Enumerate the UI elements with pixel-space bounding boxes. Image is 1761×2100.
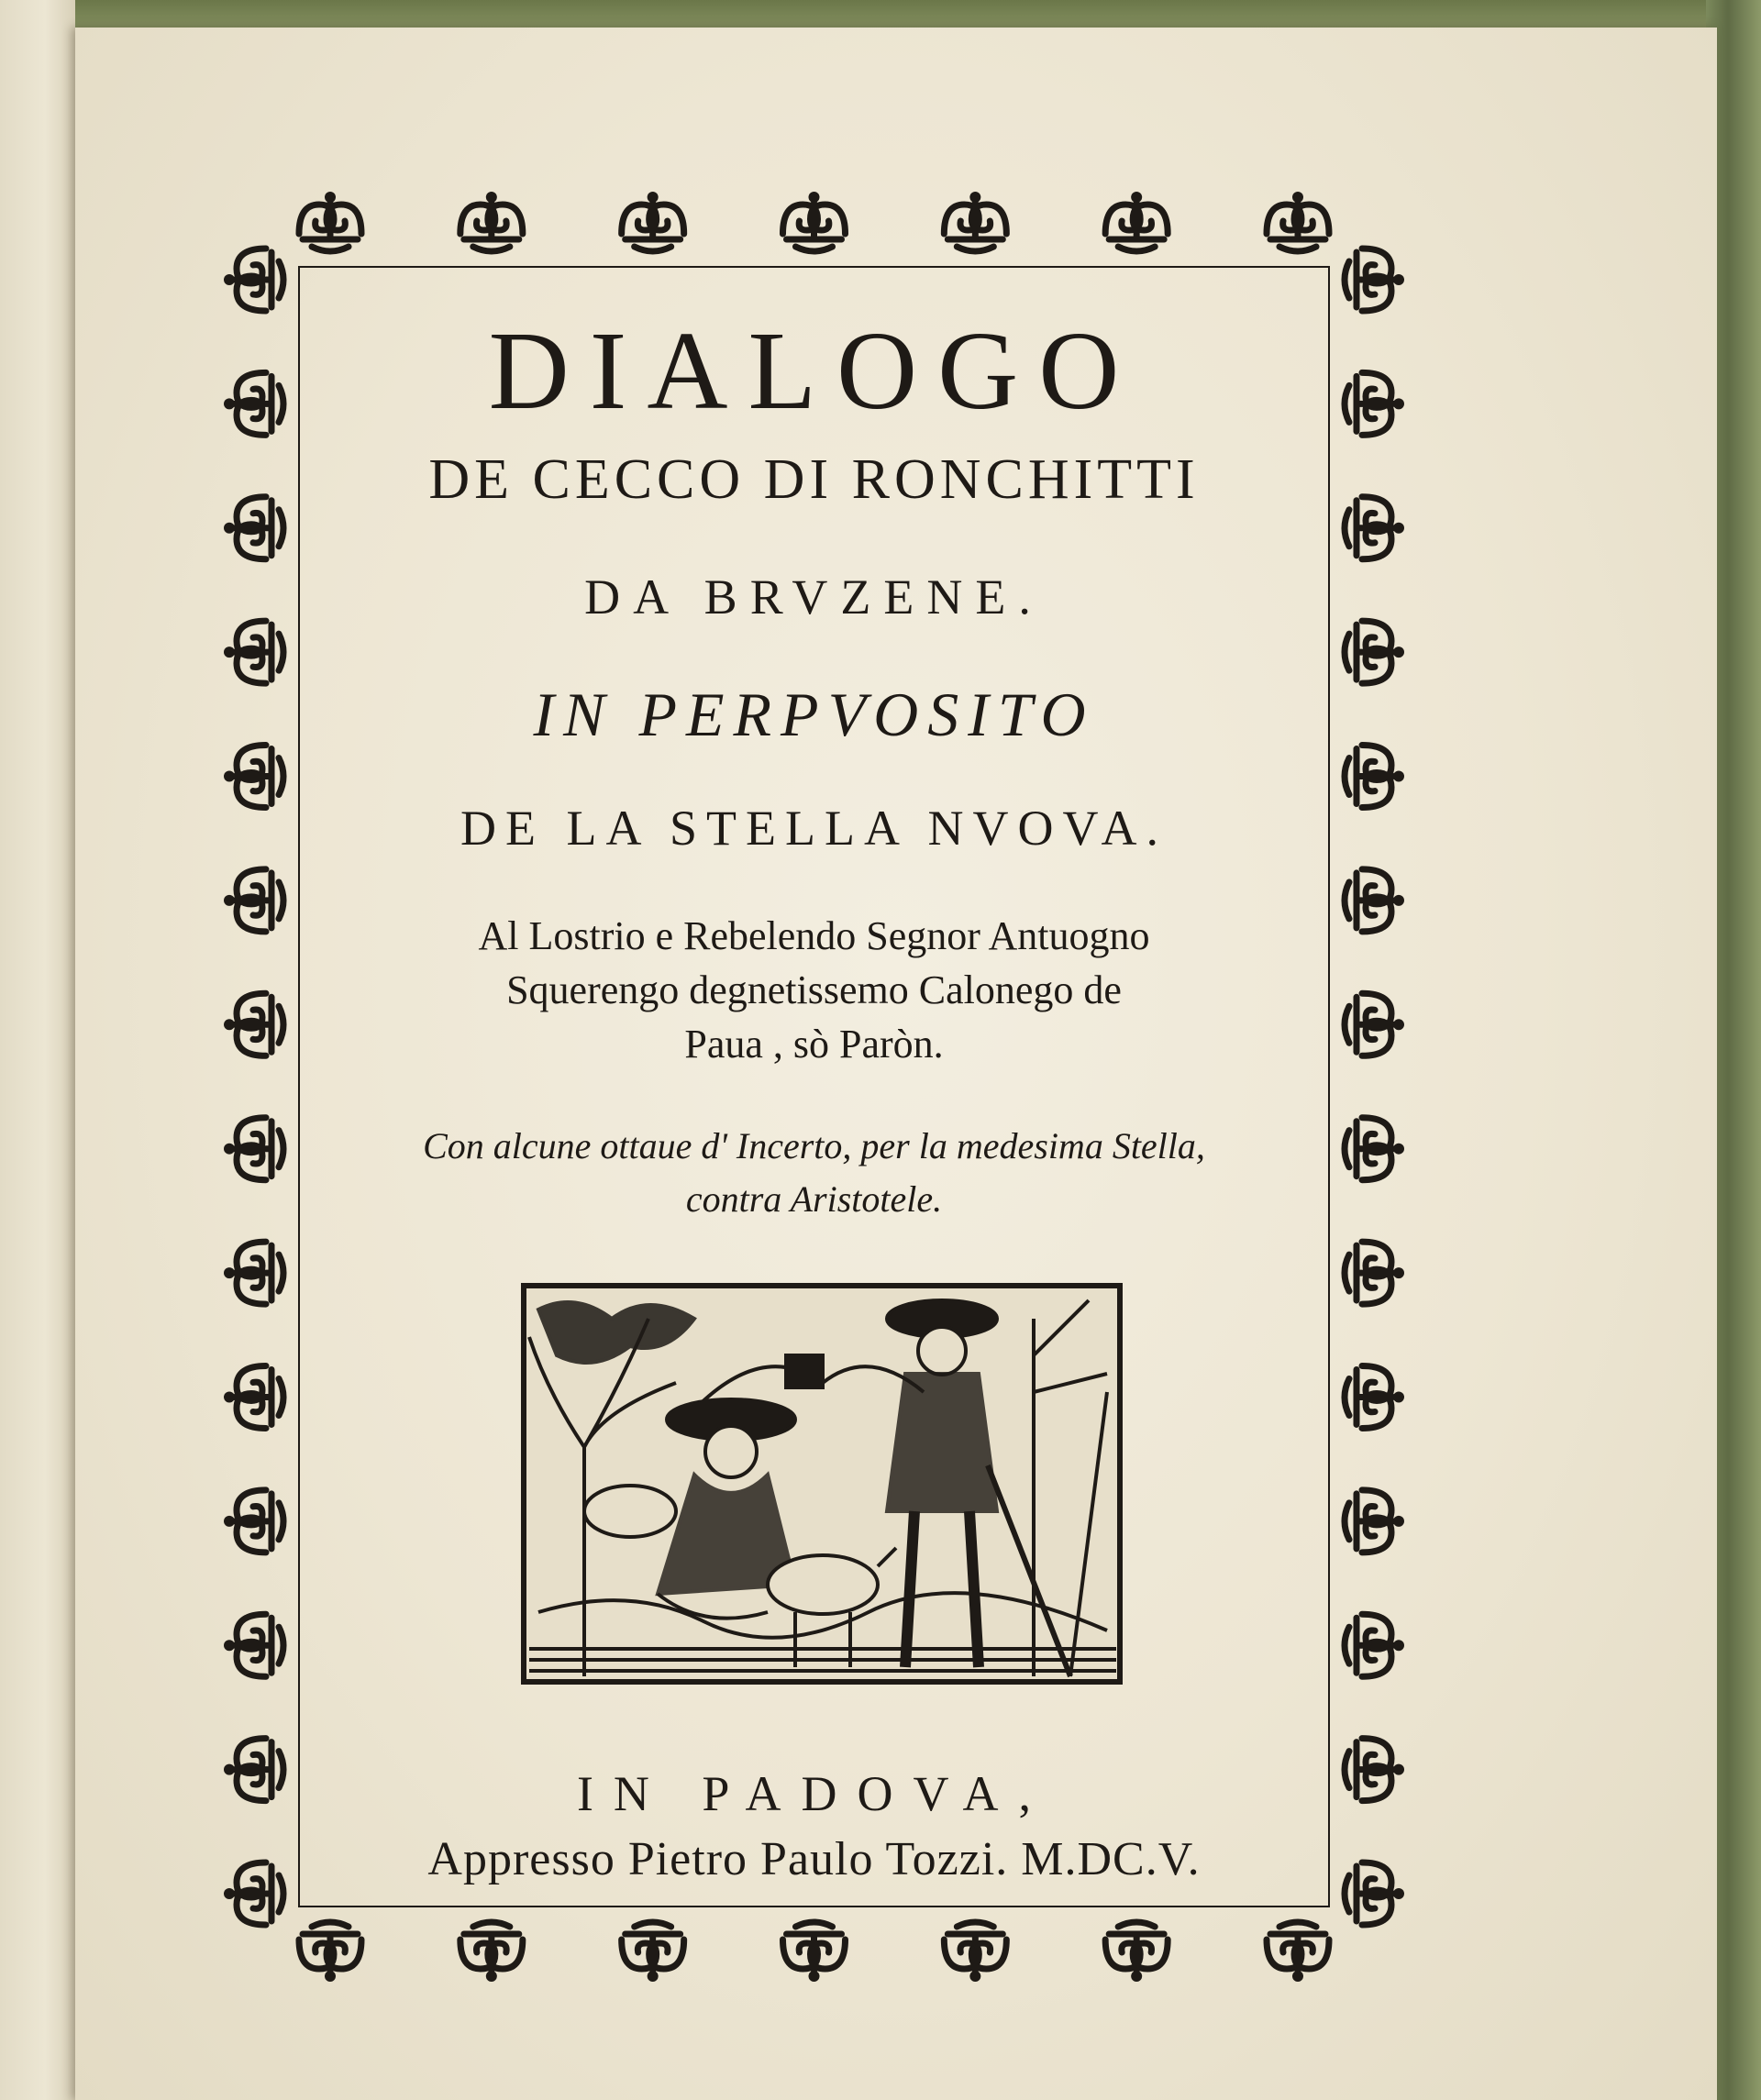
note-line-2: contra Aristotele. [685,1178,943,1220]
border-ornament [224,746,283,808]
border-ornament [1267,1922,1329,1982]
border-ornament [622,1922,684,1982]
imprint-place: IN PADOVA, [576,1766,1052,1821]
border-ornament [224,621,283,683]
border-ornament [1345,249,1404,311]
border-ornament [224,249,283,311]
border-ornament [224,1365,283,1428]
border-ornament [944,192,1006,251]
border-ornament [783,192,846,251]
woodcut-illustration-icon [520,1282,1124,1686]
subtitle-place: DA BRVZENE. [584,569,1044,624]
border-ornament [1345,1242,1404,1304]
subtitle-topic: IN PERPVOSITO [533,680,1095,749]
border-ornament [299,192,361,251]
facing-page-edge [0,0,75,2100]
border-ornament [1345,1365,1404,1428]
border-ornament [622,192,684,251]
border-ornament [1345,746,1404,808]
dedication-line-1: Al Lostrio e Rebelendo Segnor Antuogno [478,913,1150,958]
note-line-1: Con alcune ottaue d' Incerto, per la medesima Stella, [423,1125,1205,1166]
border-ornament [224,1614,283,1676]
subtitle-star: DE LA STELLA NVOVA. [460,801,1168,856]
border-ornament [783,1922,846,1982]
border-ornament [299,1922,361,1982]
border-ornament [224,1490,283,1553]
border-ornament [1105,192,1168,251]
border-ornament [460,1922,523,1982]
border-ornament [1345,1490,1404,1553]
border-ornament [1105,1922,1168,1982]
border-ornament [944,1922,1006,1982]
dedication-line-2: Squerengo degnetissemo Calonego de [506,967,1122,1012]
page-title: DIALOGO [488,309,1140,433]
border-ornament [1267,192,1329,251]
subtitle-author: DE CECCO DI RONCHITTI [428,448,1200,511]
border-ornament [224,1242,283,1304]
border-ornament [460,192,523,251]
border-ornament [1345,1614,1404,1676]
border-ornament [1345,621,1404,683]
imprint-printer: Appresso Pietro Paulo Tozzi. M.DC.V. [427,1833,1201,1885]
dedication-line-3: Paua , sò Paròn. [684,1022,944,1067]
